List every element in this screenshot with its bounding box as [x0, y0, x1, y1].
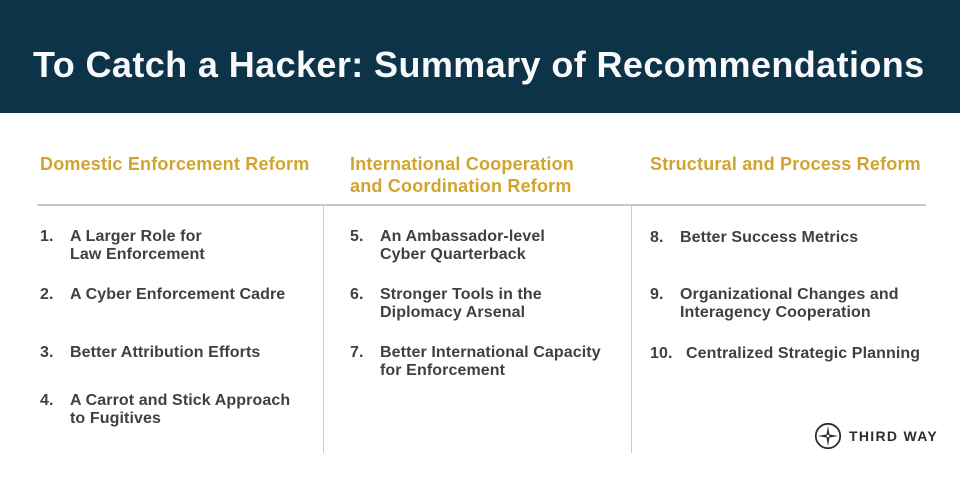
list-item: [40, 286, 285, 304]
list-item: [350, 228, 545, 264]
divider-vertical-1: [323, 204, 324, 453]
item-number: 3.: [40, 344, 54, 361]
item-text: A Larger Role for Law Enforcement: [70, 228, 205, 263]
item-number: 7.: [350, 344, 364, 361]
column-structural-process: [650, 0, 945, 479]
third-way-logo: [814, 421, 946, 451]
item-text: A Carrot and Stick Approach to Fugitives: [70, 392, 291, 427]
column-heading: Domestic Enforcement Reform: [40, 154, 310, 174]
compass-star-icon: [814, 422, 842, 450]
item-text: An Ambassador-level Cyber Quarterback: [380, 228, 545, 263]
column-heading: International Cooperation and Coordination Reform: [350, 154, 575, 196]
item-number: 6.: [350, 286, 364, 303]
item-text: Organizational Changes and Interagency Cooperation: [680, 286, 899, 321]
column-domestic-enforcement: [40, 0, 318, 479]
item-number: 9.: [650, 286, 664, 303]
list-item: [650, 286, 899, 322]
item-text: Stronger Tools in the Diplomacy Arsenal: [380, 286, 542, 321]
item-number: 1.: [40, 228, 54, 245]
item-number: 2.: [40, 286, 54, 303]
item-text: Better International Capacity for Enforcement: [380, 344, 601, 379]
item-text: Centralized Strategic Planning: [686, 345, 921, 362]
item-number: 10.: [650, 345, 673, 362]
column-international-cooperation: [350, 0, 622, 479]
item-number: 5.: [350, 228, 364, 245]
logo-wordmark: THIRD WAY: [849, 428, 938, 444]
column-heading: Structural and Process Reform: [650, 154, 921, 174]
item-text: Better Attribution Efforts: [70, 344, 261, 361]
list-item: [650, 229, 858, 247]
list-item: [350, 344, 601, 380]
item-number: 4.: [40, 392, 54, 409]
list-item: [40, 344, 260, 362]
page-title: To Catch a Hacker: Summary of Recommendations: [33, 44, 925, 85]
list-item: [40, 228, 205, 264]
item-text: A Cyber Enforcement Cadre: [70, 286, 286, 303]
divider-vertical-2: [631, 204, 632, 453]
list-item: [650, 345, 920, 363]
list-item: [40, 392, 290, 428]
item-number: 8.: [650, 229, 664, 246]
list-item: [350, 286, 542, 322]
item-text: Better Success Metrics: [680, 229, 859, 246]
